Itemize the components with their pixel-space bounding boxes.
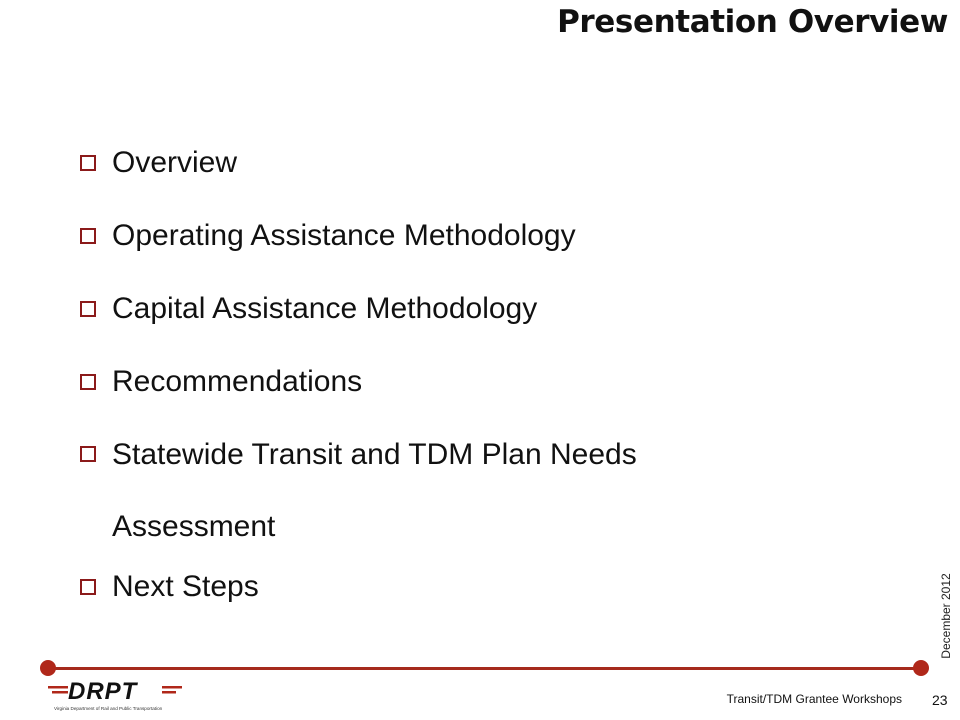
logo-wordmark: DRPT bbox=[68, 678, 138, 705]
footer-date: December 2012 bbox=[939, 573, 953, 659]
footer-event: Transit/TDM Grantee Workshops bbox=[726, 692, 902, 706]
bullet-item bbox=[74, 140, 794, 186]
bullet-item bbox=[74, 419, 752, 563]
divider-left-dot bbox=[40, 660, 56, 676]
checkbox-bullet-icon bbox=[80, 228, 96, 244]
slide-title: Presentation Overview bbox=[557, 4, 948, 40]
divider-right-dot bbox=[913, 660, 929, 676]
bullet-item bbox=[74, 359, 794, 405]
bullet-text: Statewide Transit and TDM Plan Needs Assessment bbox=[112, 438, 637, 543]
logo-subtitle: Virginia Department of Rail and Public Transportation bbox=[54, 706, 163, 711]
checkbox-bullet-icon bbox=[80, 446, 96, 462]
bullet-text: Recommendations bbox=[112, 365, 363, 398]
drpt-logo bbox=[44, 676, 194, 716]
checkbox-bullet-icon bbox=[80, 579, 96, 595]
checkbox-bullet-icon bbox=[80, 301, 96, 317]
bullet-item bbox=[74, 564, 794, 610]
bullet-text: Overview bbox=[112, 146, 238, 179]
bullet-list bbox=[74, 140, 794, 637]
checkbox-bullet-icon bbox=[80, 155, 96, 171]
bullet-item bbox=[74, 213, 794, 259]
page-number: 23 bbox=[932, 692, 948, 708]
bullet-item bbox=[74, 286, 794, 332]
footer-divider bbox=[47, 667, 920, 670]
bullet-text: Capital Assistance Methodology bbox=[112, 292, 538, 325]
bullet-text: Operating Assistance Methodology bbox=[112, 219, 576, 252]
checkbox-bullet-icon bbox=[80, 374, 96, 390]
bullet-text: Next Steps bbox=[112, 570, 259, 603]
